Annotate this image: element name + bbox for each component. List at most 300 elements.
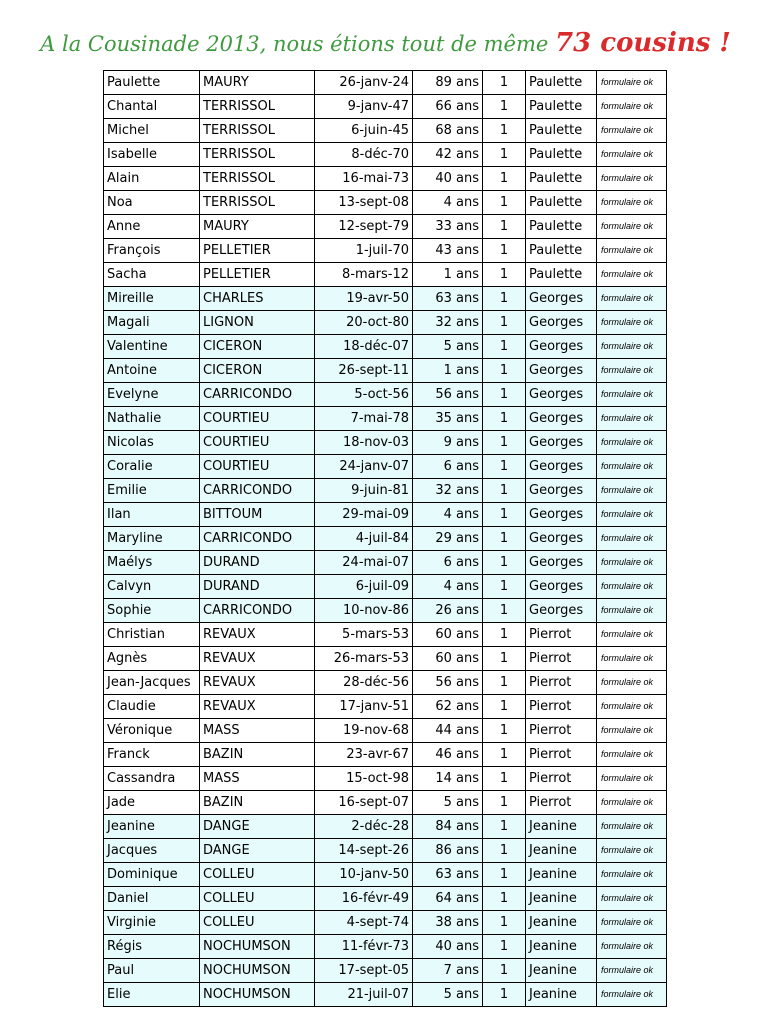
title-count: 73 cousins !: [555, 28, 731, 58]
count-cell: 1: [483, 647, 526, 671]
first-name-cell: Evelyne: [104, 383, 200, 407]
first-name-cell: Mireille: [104, 287, 200, 311]
birth-date-cell: 18-déc-07: [315, 335, 413, 359]
last-name-cell: MASS: [200, 719, 315, 743]
branch-cell: Pierrot: [526, 647, 597, 671]
last-name-cell: PELLETIER: [200, 263, 315, 287]
count-cell: 1: [483, 191, 526, 215]
age-cell: 33 ans: [413, 215, 483, 239]
form-status-cell: formulaire ok: [597, 479, 667, 503]
age-cell: 68 ans: [413, 119, 483, 143]
birth-date-cell: 4-juil-84: [315, 527, 413, 551]
table-row: [104, 959, 667, 983]
count-cell: 1: [483, 119, 526, 143]
age-cell: 46 ans: [413, 743, 483, 767]
count-cell: 1: [483, 719, 526, 743]
birth-date-cell: 21-juil-07: [315, 983, 413, 1007]
count-cell: 1: [483, 431, 526, 455]
age-cell: 62 ans: [413, 695, 483, 719]
birth-date-cell: 16-mai-73: [315, 167, 413, 191]
first-name-cell: Chantal: [104, 95, 200, 119]
birth-date-cell: 7-mai-78: [315, 407, 413, 431]
table-row: [104, 863, 667, 887]
age-cell: 38 ans: [413, 911, 483, 935]
form-status-cell: formulaire ok: [597, 455, 667, 479]
count-cell: 1: [483, 239, 526, 263]
last-name-cell: TERRISSOL: [200, 143, 315, 167]
last-name-cell: DANGE: [200, 839, 315, 863]
age-cell: 60 ans: [413, 623, 483, 647]
last-name-cell: REVAUX: [200, 623, 315, 647]
form-status-cell: formulaire ok: [597, 239, 667, 263]
branch-cell: Georges: [526, 575, 597, 599]
count-cell: 1: [483, 95, 526, 119]
last-name-cell: TERRISSOL: [200, 95, 315, 119]
branch-cell: Jeanine: [526, 983, 597, 1007]
branch-cell: Georges: [526, 383, 597, 407]
branch-cell: Georges: [526, 335, 597, 359]
count-cell: 1: [483, 839, 526, 863]
branch-cell: Georges: [526, 431, 597, 455]
table-row: [104, 527, 667, 551]
table-row: [104, 455, 667, 479]
age-cell: 9 ans: [413, 431, 483, 455]
age-cell: 29 ans: [413, 527, 483, 551]
last-name-cell: DANGE: [200, 815, 315, 839]
count-cell: 1: [483, 743, 526, 767]
count-cell: 1: [483, 863, 526, 887]
table-row: [104, 335, 667, 359]
age-cell: 42 ans: [413, 143, 483, 167]
birth-date-cell: 26-mars-53: [315, 647, 413, 671]
count-cell: 1: [483, 479, 526, 503]
first-name-cell: Paul: [104, 959, 200, 983]
table-row: [104, 287, 667, 311]
age-cell: 89 ans: [413, 71, 483, 95]
count-cell: 1: [483, 383, 526, 407]
birth-date-cell: 15-oct-98: [315, 767, 413, 791]
table-row: [104, 983, 667, 1007]
last-name-cell: TERRISSOL: [200, 167, 315, 191]
form-status-cell: formulaire ok: [597, 791, 667, 815]
first-name-cell: Noa: [104, 191, 200, 215]
last-name-cell: NOCHUMSON: [200, 983, 315, 1007]
first-name-cell: Elie: [104, 983, 200, 1007]
form-status-cell: formulaire ok: [597, 815, 667, 839]
count-cell: 1: [483, 527, 526, 551]
birth-date-cell: 17-janv-51: [315, 695, 413, 719]
first-name-cell: Nicolas: [104, 431, 200, 455]
count-cell: 1: [483, 911, 526, 935]
table-row: [104, 359, 667, 383]
count-cell: 1: [483, 503, 526, 527]
last-name-cell: MAURY: [200, 215, 315, 239]
table-row: [104, 383, 667, 407]
branch-cell: Jeanine: [526, 815, 597, 839]
form-status-cell: formulaire ok: [597, 983, 667, 1007]
count-cell: 1: [483, 359, 526, 383]
age-cell: 63 ans: [413, 863, 483, 887]
cousins-table: [103, 70, 667, 1007]
table-row: [104, 95, 667, 119]
table-row: [104, 431, 667, 455]
age-cell: 32 ans: [413, 311, 483, 335]
birth-date-cell: 5-mars-53: [315, 623, 413, 647]
branch-cell: Jeanine: [526, 935, 597, 959]
count-cell: 1: [483, 671, 526, 695]
first-name-cell: Jeanine: [104, 815, 200, 839]
age-cell: 6 ans: [413, 551, 483, 575]
page-title: [0, 28, 771, 68]
table-row: [104, 647, 667, 671]
first-name-cell: Magali: [104, 311, 200, 335]
birth-date-cell: 19-avr-50: [315, 287, 413, 311]
table-row: [104, 407, 667, 431]
age-cell: 4 ans: [413, 191, 483, 215]
birth-date-cell: 8-mars-12: [315, 263, 413, 287]
age-cell: 66 ans: [413, 95, 483, 119]
form-status-cell: formulaire ok: [597, 599, 667, 623]
birth-date-cell: 9-janv-47: [315, 95, 413, 119]
last-name-cell: LIGNON: [200, 311, 315, 335]
birth-date-cell: 9-juin-81: [315, 479, 413, 503]
form-status-cell: formulaire ok: [597, 431, 667, 455]
table-row: [104, 191, 667, 215]
count-cell: 1: [483, 455, 526, 479]
branch-cell: Georges: [526, 287, 597, 311]
last-name-cell: CARRICONDO: [200, 479, 315, 503]
branch-cell: Georges: [526, 551, 597, 575]
first-name-cell: Cassandra: [104, 767, 200, 791]
age-cell: 32 ans: [413, 479, 483, 503]
birth-date-cell: 5-oct-56: [315, 383, 413, 407]
form-status-cell: formulaire ok: [597, 527, 667, 551]
first-name-cell: Jean-Jacques: [104, 671, 200, 695]
birth-date-cell: 6-juin-45: [315, 119, 413, 143]
first-name-cell: Dominique: [104, 863, 200, 887]
branch-cell: Paulette: [526, 215, 597, 239]
table-row: [104, 767, 667, 791]
first-name-cell: Maryline: [104, 527, 200, 551]
birth-date-cell: 16-sept-07: [315, 791, 413, 815]
age-cell: 40 ans: [413, 935, 483, 959]
form-status-cell: formulaire ok: [597, 95, 667, 119]
first-name-cell: Christian: [104, 623, 200, 647]
birth-date-cell: 8-déc-70: [315, 143, 413, 167]
table-row: [104, 503, 667, 527]
last-name-cell: MAURY: [200, 71, 315, 95]
last-name-cell: DURAND: [200, 551, 315, 575]
last-name-cell: CHARLES: [200, 287, 315, 311]
form-status-cell: formulaire ok: [597, 71, 667, 95]
table-row: [104, 239, 667, 263]
last-name-cell: CARRICONDO: [200, 599, 315, 623]
branch-cell: Georges: [526, 311, 597, 335]
form-status-cell: formulaire ok: [597, 887, 667, 911]
birth-date-cell: 29-mai-09: [315, 503, 413, 527]
count-cell: 1: [483, 623, 526, 647]
form-status-cell: formulaire ok: [597, 719, 667, 743]
branch-cell: Paulette: [526, 167, 597, 191]
branch-cell: Georges: [526, 455, 597, 479]
first-name-cell: Coralie: [104, 455, 200, 479]
branch-cell: Paulette: [526, 95, 597, 119]
form-status-cell: formulaire ok: [597, 503, 667, 527]
first-name-cell: Jade: [104, 791, 200, 815]
birth-date-cell: 10-janv-50: [315, 863, 413, 887]
age-cell: 14 ans: [413, 767, 483, 791]
first-name-cell: Daniel: [104, 887, 200, 911]
birth-date-cell: 26-sept-11: [315, 359, 413, 383]
branch-cell: Pierrot: [526, 671, 597, 695]
form-status-cell: formulaire ok: [597, 551, 667, 575]
table-row: [104, 311, 667, 335]
branch-cell: Georges: [526, 599, 597, 623]
birth-date-cell: 12-sept-79: [315, 215, 413, 239]
table-row: [104, 623, 667, 647]
first-name-cell: Véronique: [104, 719, 200, 743]
branch-cell: Jeanine: [526, 863, 597, 887]
table-row: [104, 671, 667, 695]
count-cell: 1: [483, 791, 526, 815]
last-name-cell: BITTOUM: [200, 503, 315, 527]
age-cell: 60 ans: [413, 647, 483, 671]
branch-cell: Jeanine: [526, 887, 597, 911]
age-cell: 35 ans: [413, 407, 483, 431]
age-cell: 5 ans: [413, 983, 483, 1007]
last-name-cell: COURTIEU: [200, 455, 315, 479]
first-name-cell: Sacha: [104, 263, 200, 287]
branch-cell: Jeanine: [526, 911, 597, 935]
form-status-cell: formulaire ok: [597, 575, 667, 599]
table-row: [104, 215, 667, 239]
table-row: [104, 887, 667, 911]
count-cell: 1: [483, 407, 526, 431]
form-status-cell: formulaire ok: [597, 743, 667, 767]
birth-date-cell: 24-janv-07: [315, 455, 413, 479]
count-cell: 1: [483, 71, 526, 95]
count-cell: 1: [483, 287, 526, 311]
first-name-cell: Calvyn: [104, 575, 200, 599]
last-name-cell: COURTIEU: [200, 407, 315, 431]
birth-date-cell: 4-sept-74: [315, 911, 413, 935]
count-cell: 1: [483, 143, 526, 167]
age-cell: 4 ans: [413, 575, 483, 599]
birth-date-cell: 10-nov-86: [315, 599, 413, 623]
branch-cell: Paulette: [526, 263, 597, 287]
count-cell: 1: [483, 695, 526, 719]
first-name-cell: Valentine: [104, 335, 200, 359]
form-status-cell: formulaire ok: [597, 839, 667, 863]
count-cell: 1: [483, 335, 526, 359]
form-status-cell: formulaire ok: [597, 767, 667, 791]
first-name-cell: Anne: [104, 215, 200, 239]
form-status-cell: formulaire ok: [597, 407, 667, 431]
branch-cell: Georges: [526, 407, 597, 431]
last-name-cell: CARRICONDO: [200, 383, 315, 407]
birth-date-cell: 11-févr-73: [315, 935, 413, 959]
age-cell: 26 ans: [413, 599, 483, 623]
table-row: [104, 935, 667, 959]
first-name-cell: François: [104, 239, 200, 263]
branch-cell: Jeanine: [526, 959, 597, 983]
form-status-cell: formulaire ok: [597, 167, 667, 191]
count-cell: 1: [483, 815, 526, 839]
count-cell: 1: [483, 215, 526, 239]
last-name-cell: BAZIN: [200, 743, 315, 767]
last-name-cell: REVAUX: [200, 647, 315, 671]
last-name-cell: CICERON: [200, 335, 315, 359]
birth-date-cell: 2-déc-28: [315, 815, 413, 839]
last-name-cell: CICERON: [200, 359, 315, 383]
first-name-cell: Emilie: [104, 479, 200, 503]
count-cell: 1: [483, 599, 526, 623]
last-name-cell: REVAUX: [200, 671, 315, 695]
table-row: [104, 551, 667, 575]
title-text: A la Cousinade 2013, nous étions tout de même: [40, 32, 555, 56]
form-status-cell: formulaire ok: [597, 215, 667, 239]
first-name-cell: Agnès: [104, 647, 200, 671]
branch-cell: Paulette: [526, 143, 597, 167]
table-row: [104, 167, 667, 191]
last-name-cell: NOCHUMSON: [200, 935, 315, 959]
form-status-cell: formulaire ok: [597, 671, 667, 695]
last-name-cell: REVAUX: [200, 695, 315, 719]
first-name-cell: Nathalie: [104, 407, 200, 431]
first-name-cell: Alain: [104, 167, 200, 191]
table-row: [104, 599, 667, 623]
birth-date-cell: 17-sept-05: [315, 959, 413, 983]
table-row: [104, 839, 667, 863]
first-name-cell: Régis: [104, 935, 200, 959]
form-status-cell: formulaire ok: [597, 359, 667, 383]
age-cell: 40 ans: [413, 167, 483, 191]
branch-cell: Pierrot: [526, 623, 597, 647]
last-name-cell: COURTIEU: [200, 431, 315, 455]
last-name-cell: COLLEU: [200, 863, 315, 887]
age-cell: 84 ans: [413, 815, 483, 839]
birth-date-cell: 20-oct-80: [315, 311, 413, 335]
count-cell: 1: [483, 887, 526, 911]
last-name-cell: TERRISSOL: [200, 191, 315, 215]
form-status-cell: formulaire ok: [597, 383, 667, 407]
form-status-cell: formulaire ok: [597, 311, 667, 335]
first-name-cell: Michel: [104, 119, 200, 143]
form-status-cell: formulaire ok: [597, 695, 667, 719]
birth-date-cell: 6-juil-09: [315, 575, 413, 599]
form-status-cell: formulaire ok: [597, 191, 667, 215]
branch-cell: Georges: [526, 527, 597, 551]
branch-cell: Pierrot: [526, 743, 597, 767]
first-name-cell: Franck: [104, 743, 200, 767]
form-status-cell: formulaire ok: [597, 647, 667, 671]
count-cell: 1: [483, 959, 526, 983]
form-status-cell: formulaire ok: [597, 935, 667, 959]
form-status-cell: formulaire ok: [597, 623, 667, 647]
age-cell: 5 ans: [413, 335, 483, 359]
age-cell: 7 ans: [413, 959, 483, 983]
branch-cell: Georges: [526, 503, 597, 527]
form-status-cell: formulaire ok: [597, 959, 667, 983]
form-status-cell: formulaire ok: [597, 119, 667, 143]
last-name-cell: TERRISSOL: [200, 119, 315, 143]
branch-cell: Pierrot: [526, 791, 597, 815]
last-name-cell: DURAND: [200, 575, 315, 599]
age-cell: 5 ans: [413, 791, 483, 815]
branch-cell: Jeanine: [526, 839, 597, 863]
form-status-cell: formulaire ok: [597, 335, 667, 359]
count-cell: 1: [483, 551, 526, 575]
first-name-cell: Isabelle: [104, 143, 200, 167]
birth-date-cell: 23-avr-67: [315, 743, 413, 767]
age-cell: 86 ans: [413, 839, 483, 863]
birth-date-cell: 16-févr-49: [315, 887, 413, 911]
table-row: [104, 119, 667, 143]
table-row: [104, 479, 667, 503]
last-name-cell: CARRICONDO: [200, 527, 315, 551]
age-cell: 56 ans: [413, 671, 483, 695]
form-status-cell: formulaire ok: [597, 863, 667, 887]
last-name-cell: PELLETIER: [200, 239, 315, 263]
branch-cell: Georges: [526, 359, 597, 383]
first-name-cell: Sophie: [104, 599, 200, 623]
count-cell: 1: [483, 263, 526, 287]
first-name-cell: Jacques: [104, 839, 200, 863]
table-row: [104, 815, 667, 839]
last-name-cell: BAZIN: [200, 791, 315, 815]
table-row: [104, 695, 667, 719]
count-cell: 1: [483, 575, 526, 599]
table-row: [104, 263, 667, 287]
age-cell: 64 ans: [413, 887, 483, 911]
last-name-cell: NOCHUMSON: [200, 959, 315, 983]
table-row: [104, 143, 667, 167]
table-row: [104, 575, 667, 599]
form-status-cell: formulaire ok: [597, 287, 667, 311]
age-cell: 63 ans: [413, 287, 483, 311]
last-name-cell: MASS: [200, 767, 315, 791]
first-name-cell: Ilan: [104, 503, 200, 527]
form-status-cell: formulaire ok: [597, 143, 667, 167]
count-cell: 1: [483, 167, 526, 191]
branch-cell: Pierrot: [526, 767, 597, 791]
last-name-cell: COLLEU: [200, 911, 315, 935]
age-cell: 1 ans: [413, 359, 483, 383]
age-cell: 1 ans: [413, 263, 483, 287]
count-cell: 1: [483, 935, 526, 959]
branch-cell: Pierrot: [526, 695, 597, 719]
birth-date-cell: 1-juil-70: [315, 239, 413, 263]
first-name-cell: Virginie: [104, 911, 200, 935]
age-cell: 44 ans: [413, 719, 483, 743]
table-row: [104, 911, 667, 935]
first-name-cell: Claudie: [104, 695, 200, 719]
branch-cell: Paulette: [526, 71, 597, 95]
table-row: [104, 719, 667, 743]
table-row: [104, 743, 667, 767]
last-name-cell: COLLEU: [200, 887, 315, 911]
age-cell: 56 ans: [413, 383, 483, 407]
birth-date-cell: 24-mai-07: [315, 551, 413, 575]
birth-date-cell: 26-janv-24: [315, 71, 413, 95]
count-cell: 1: [483, 983, 526, 1007]
first-name-cell: Maélys: [104, 551, 200, 575]
branch-cell: Paulette: [526, 119, 597, 143]
branch-cell: Pierrot: [526, 719, 597, 743]
birth-date-cell: 14-sept-26: [315, 839, 413, 863]
age-cell: 6 ans: [413, 455, 483, 479]
form-status-cell: formulaire ok: [597, 263, 667, 287]
